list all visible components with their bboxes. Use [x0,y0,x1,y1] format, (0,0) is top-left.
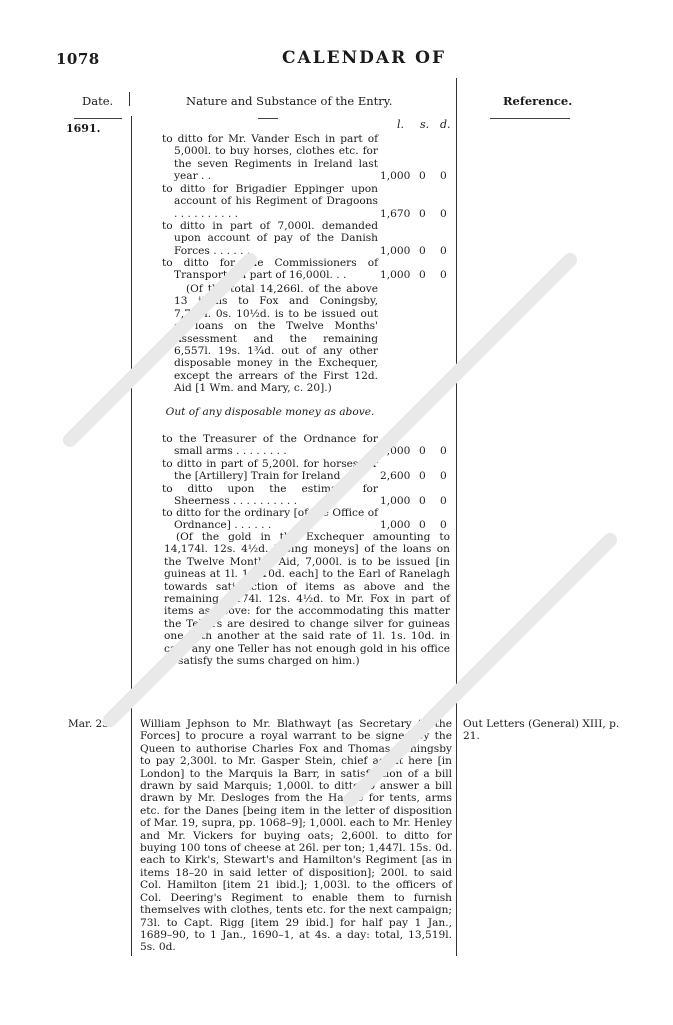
page-title: CALENDAR OF [282,48,447,68]
item-shillings: 0 [419,170,426,182]
column-head-reference: Reference. [503,94,573,108]
item-pounds: 1,000 [380,495,411,507]
pounds-head: l. [397,118,405,131]
item-pence: 0 [440,470,447,482]
item-pence: 0 [440,269,447,281]
item-pence: 0 [440,495,447,507]
item-shillings: 0 [419,445,426,457]
list-item: to ditto upon the estimate for Sheerness . . . . . . . . . . [162,483,378,508]
heading-rule-date [74,118,122,119]
list-item: to ditto for Brigadier Eppinger upon account of his Regiment of Dragoons . . . . . . . . . . [162,183,378,220]
column-rule-nature [131,116,132,956]
item-shillings: 0 [419,269,426,281]
list-item: to the Treasurer of the Ordnance for small arms . . . . . . . . [162,433,378,458]
gold-note: (Of the gold in the Exchequer amounting to 14,174l. 12s. 4½d. [being moneys] of the loans on the Twelve Months' Aid, 7,000l. is to be issued [in guineas at 1l. 1s. 10d. each] to the Earl of Ranelagh towards satisfaction of items as above and the remaining 7,174l. 12s. 4½d. to Mr. Fox in part of items as above: for the accommodating this matter the Tellers are desired to change silver for guineas one with another at the said rate of 1l. 1s. 10d. in case any one Teller has not enough gold in his office to satisfy the sums charged on him.) [164,531,450,668]
item-shillings: 0 [419,519,426,531]
item-pence: 0 [440,519,447,531]
list-item: to ditto for Mr. Vander Esch in part of 5,000l. to buy horses, clothes etc. for the seven Regiments in Ireland last year . . [162,133,378,183]
heading-rule-reference [490,118,570,119]
heading-rule-nature [258,118,278,119]
pence-head: d. [440,118,451,131]
column-head-nature: Nature and Substance of the Entry. [186,94,393,108]
column-head-date: Date. [82,94,114,108]
column-rule-reference [456,78,457,956]
disposition-note: (Of the total 14,266l. of the above 13 items to Fox and Coningsby, 7,708l. 0s. 10½d. is to be issued out of loans on the Twelve Months' Assessment and the remaining 6,557l. 19s. 1¾d. out of any other disposable money in the Exchequer, except the arrears of the First 12d. Aid [1 Wm. and Mary, c. 20].) [174,283,378,395]
item-pounds: 1,000 [380,519,411,531]
entry-reference: Out Letters (General) XIII, p. 21. [463,718,620,743]
page-number: 1078 [56,50,100,68]
item-shillings: 0 [419,245,426,257]
entry-text: William Jephson to Mr. Blathwayt [as Secretary to the Forces] to procure a royal warrant to be signed by the Queen to authorise Charles Fox and Thomas Coningsby to pay 2,300l. to Mr. Gasper Stein, chief agent here [in London] to the Marquis la Barr, in satisfaction of a bill drawn by said Marquis; 1,000l. to ditto to answer a bill drawn by Mr. Desloges from the Hague for tents, arms etc. for the Danes [being item in the letter of disposition of Mar. 19, supra, pp. 1068–9]; 1,000l. each to Mr. Henley and Mr. Vickers for buying oats; 2,600l. to ditto for buying 100 tons of cheese at 26l. per ton; 1,447l. 15s. 0d. each to Kirk's, Stewart's and Hamilton's Regiment [as in items 18–20 in said letter of disposition]; 200l. to said Col. Hamilton [item 21 ibid.]; 1,003l. to the officers of Col. Deering's Regiment to enable them to furnish themselves with clothes, tents etc. for the next campaign; 73l. to Capt. Rigg [item 29 ibid.] for half pay 1 Jan., 1689–90, to 1 Jan., 1690–1, at 4s. a day: total, 13,519l. 5s. 0d. [140,718,452,954]
item-pounds: 2,600 [380,470,411,482]
list-item: to ditto for the ordinary [of the Office of Ordnance] . . . . . . [162,507,378,532]
heading-tick [129,92,130,106]
item-pounds: 1,000 [380,445,411,457]
item-pence: 0 [440,170,447,182]
item-pounds: 1,000 [380,245,411,257]
list-item: to ditto for the Commissioners of Transports in part of 16,000l. . . [162,257,378,282]
item-shillings: 0 [419,208,426,220]
item-pence: 0 [440,208,447,220]
shillings-head: s. [420,118,430,131]
item-shillings: 0 [419,495,426,507]
entry-date: Mar. 25. [68,718,113,730]
item-pounds: 1,000 [380,170,411,182]
section-subheading: Out of any disposable money as above. [165,406,375,418]
item-pence: 0 [440,445,447,457]
list-item: to ditto in part of 7,000l. demanded upon account of pay of the Danish Forces . . . . . . [162,220,378,257]
item-pounds: 1,000 [380,269,411,281]
item-pounds: 1,670 [380,208,411,220]
list-item: to ditto in part of 5,200l. for horses for the [Artillery] Train for Ireland [162,458,378,483]
item-pence: 0 [440,245,447,257]
item-shillings: 0 [419,470,426,482]
year-label: 1691. [66,122,101,135]
